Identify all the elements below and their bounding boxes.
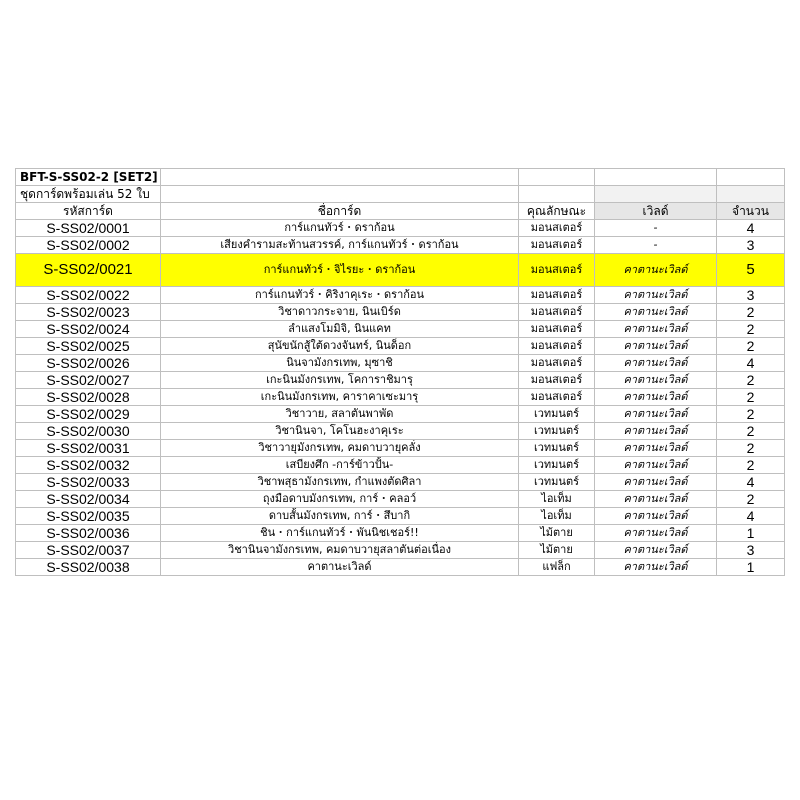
- header-row: [16, 203, 785, 220]
- card-world-cell[interactable]: คาตานะเวิลด์: [595, 525, 717, 542]
- card-world-cell[interactable]: คาตานะเวิลด์: [595, 287, 717, 304]
- table-row: [16, 406, 785, 423]
- card-code-cell[interactable]: S-SS02/0002: [16, 237, 161, 254]
- card-type-cell[interactable]: เวทมนตร์: [519, 423, 595, 440]
- card-qty-cell[interactable]: 2: [717, 406, 785, 423]
- card-name-cell[interactable]: เสียงคำรามสะท้านสวรรค์, การ์แกนทัวร์・ดราก้อน: [161, 237, 519, 254]
- card-name-cell[interactable]: วิชาดาวกระจาย, นินเบิร์ด: [161, 304, 519, 321]
- card-qty-cell[interactable]: 4: [717, 355, 785, 372]
- card-name-cell[interactable]: สุนัขนักสู้ใต้ดวงจันทร์, นินด็อก: [161, 338, 519, 355]
- table-row: [16, 372, 785, 389]
- card-world-cell[interactable]: คาตานะเวิลด์: [595, 355, 717, 372]
- card-qty-cell[interactable]: 3: [717, 542, 785, 559]
- card-world-cell[interactable]: คาตานะเวิลด์: [595, 372, 717, 389]
- table-row: [16, 542, 785, 559]
- table-row: [16, 287, 785, 304]
- card-name-cell[interactable]: การ์แกนทัวร์・ดราก้อน: [161, 220, 519, 237]
- card-name-cell[interactable]: การ์แกนทัวร์・จิไรยะ・ดราก้อน: [161, 254, 519, 287]
- empty-cell[interactable]: [717, 169, 785, 186]
- deck-description[interactable]: ชุดการ์ดพร้อมเล่น 52 ใบ: [16, 186, 161, 203]
- card-code-cell[interactable]: S-SS02/0031: [16, 440, 161, 457]
- card-code-cell[interactable]: S-SS02/0028: [16, 389, 161, 406]
- header-world[interactable]: เวิลด์: [595, 203, 717, 220]
- card-code-cell[interactable]: S-SS02/0035: [16, 508, 161, 525]
- header-type[interactable]: คุณลักษณะ: [519, 203, 595, 220]
- card-qty-cell[interactable]: 5: [717, 254, 785, 287]
- card-code-cell[interactable]: S-SS02/0033: [16, 474, 161, 491]
- card-code-cell[interactable]: S-SS02/0036: [16, 525, 161, 542]
- card-world-cell[interactable]: คาตานะเวิลด์: [595, 457, 717, 474]
- table-row: [16, 321, 785, 338]
- card-world-cell[interactable]: คาตานะเวิลด์: [595, 508, 717, 525]
- card-qty-cell[interactable]: 2: [717, 338, 785, 355]
- title-row: [16, 169, 785, 186]
- table-row: [16, 254, 785, 287]
- card-name-cell[interactable]: เสบียงศึก -การ์ข้าวปั้น-: [161, 457, 519, 474]
- card-qty-cell[interactable]: 2: [717, 389, 785, 406]
- table-row: [16, 559, 785, 576]
- card-qty-cell[interactable]: 2: [717, 440, 785, 457]
- table-row: [16, 440, 785, 457]
- card-code-cell[interactable]: S-SS02/0023: [16, 304, 161, 321]
- card-code-cell[interactable]: S-SS02/0001: [16, 220, 161, 237]
- table-row: [16, 220, 785, 237]
- header-name[interactable]: ชื่อการ์ด: [161, 203, 519, 220]
- card-type-cell[interactable]: มอนสเตอร์: [519, 254, 595, 287]
- card-qty-cell[interactable]: 3: [717, 237, 785, 254]
- card-code-cell[interactable]: S-SS02/0029: [16, 406, 161, 423]
- deck-code-title[interactable]: BFT-S-SS02-2 [SET2]: [16, 169, 161, 186]
- card-type-cell[interactable]: มอนสเตอร์: [519, 237, 595, 254]
- card-name-cell[interactable]: ถุงมือดาบมังกรเทพ, การ์・คลอว์: [161, 491, 519, 508]
- card-world-cell[interactable]: คาตานะเวิลด์: [595, 304, 717, 321]
- card-qty-cell[interactable]: 3: [717, 287, 785, 304]
- card-code-cell[interactable]: S-SS02/0027: [16, 372, 161, 389]
- card-code-cell[interactable]: S-SS02/0032: [16, 457, 161, 474]
- card-name-cell[interactable]: นินจามังกรเทพ, มุซาชิ: [161, 355, 519, 372]
- card-type-cell[interactable]: ไอเท็ม: [519, 508, 595, 525]
- card-world-cell[interactable]: คาตานะเวิลด์: [595, 559, 717, 576]
- table-row: [16, 389, 785, 406]
- card-type-cell[interactable]: เวทมนตร์: [519, 457, 595, 474]
- card-name-cell[interactable]: วิชาวาย, สลาตันพาพัด: [161, 406, 519, 423]
- card-qty-cell[interactable]: 2: [717, 372, 785, 389]
- card-world-cell[interactable]: คาตานะเวิลด์: [595, 338, 717, 355]
- card-code-cell[interactable]: S-SS02/0030: [16, 423, 161, 440]
- empty-cell[interactable]: [519, 169, 595, 186]
- card-name-cell[interactable]: ดาบสั้นมังกรเทพ, การ์・สึบากิ: [161, 508, 519, 525]
- card-type-cell[interactable]: มอนสเตอร์: [519, 372, 595, 389]
- card-world-cell[interactable]: -: [595, 237, 717, 254]
- card-name-cell[interactable]: การ์แกนทัวร์・คิริงาคุเระ・ดราก้อน: [161, 287, 519, 304]
- card-world-cell[interactable]: คาตานะเวิลด์: [595, 491, 717, 508]
- empty-cell[interactable]: [161, 169, 519, 186]
- card-qty-cell[interactable]: 2: [717, 423, 785, 440]
- card-name-cell[interactable]: คาตานะเวิลด์: [161, 559, 519, 576]
- empty-cell[interactable]: [717, 186, 785, 203]
- table-row: [16, 237, 785, 254]
- table-row: [16, 474, 785, 491]
- card-list-sheet: [15, 168, 785, 576]
- card-type-cell[interactable]: ไอเท็ม: [519, 491, 595, 508]
- card-type-cell[interactable]: มอนสเตอร์: [519, 287, 595, 304]
- card-code-cell[interactable]: S-SS02/0021: [16, 254, 161, 287]
- card-type-cell[interactable]: เวทมนตร์: [519, 440, 595, 457]
- card-qty-cell[interactable]: 2: [717, 457, 785, 474]
- card-type-cell[interactable]: ไม้ตาย: [519, 525, 595, 542]
- card-type-cell[interactable]: มอนสเตอร์: [519, 321, 595, 338]
- card-code-cell[interactable]: S-SS02/0026: [16, 355, 161, 372]
- card-code-cell[interactable]: S-SS02/0034: [16, 491, 161, 508]
- card-qty-cell[interactable]: 2: [717, 304, 785, 321]
- card-qty-cell[interactable]: 4: [717, 220, 785, 237]
- card-type-cell[interactable]: มอนสเตอร์: [519, 304, 595, 321]
- header-code[interactable]: รหัสการ์ด: [16, 203, 161, 220]
- table-row: [16, 338, 785, 355]
- card-world-cell[interactable]: คาตานะเวิลด์: [595, 406, 717, 423]
- card-world-cell[interactable]: คาตานะเวิลด์: [595, 254, 717, 287]
- card-name-cell[interactable]: ชิน・การ์แกนทัวร์・พันนิชเชอร์!!: [161, 525, 519, 542]
- card-type-cell[interactable]: เวทมนตร์: [519, 474, 595, 491]
- card-code-cell[interactable]: S-SS02/0037: [16, 542, 161, 559]
- subtitle-row: [16, 186, 785, 203]
- card-qty-cell[interactable]: 4: [717, 508, 785, 525]
- card-name-cell[interactable]: วิชานินจามังกรเทพ, คมดาบวายุสลาตันต่อเนื่อง: [161, 542, 519, 559]
- card-qty-cell[interactable]: 1: [717, 559, 785, 576]
- card-name-cell[interactable]: วิชานินจา, โคโนฮะงาคุเระ: [161, 423, 519, 440]
- table-row: [16, 508, 785, 525]
- card-code-cell[interactable]: S-SS02/0022: [16, 287, 161, 304]
- card-world-cell[interactable]: คาตานะเวิลด์: [595, 474, 717, 491]
- card-qty-cell[interactable]: 2: [717, 321, 785, 338]
- card-code-cell[interactable]: S-SS02/0038: [16, 559, 161, 576]
- card-qty-cell[interactable]: 2: [717, 491, 785, 508]
- card-type-cell[interactable]: มอนสเตอร์: [519, 220, 595, 237]
- card-name-cell[interactable]: เกะนินมังกรเทพ, คาราคาเซะมารุ: [161, 389, 519, 406]
- card-type-cell[interactable]: เวทมนตร์: [519, 406, 595, 423]
- card-type-cell[interactable]: มอนสเตอร์: [519, 338, 595, 355]
- empty-cell[interactable]: [595, 169, 717, 186]
- card-type-cell[interactable]: ไม้ตาย: [519, 542, 595, 559]
- card-world-cell[interactable]: คาตานะเวิลด์: [595, 542, 717, 559]
- card-qty-cell[interactable]: 4: [717, 474, 785, 491]
- table-row: [16, 525, 785, 542]
- card-name-cell[interactable]: วิชาวายุมังกรเทพ, คมดาบวายุคลั่ง: [161, 440, 519, 457]
- card-world-cell[interactable]: คาตานะเวิลด์: [595, 440, 717, 457]
- table-row: [16, 457, 785, 474]
- sheet-body: [16, 169, 785, 576]
- table-row: [16, 423, 785, 440]
- card-name-cell[interactable]: เกะนินมังกรเทพ, โคการาชิมารุ: [161, 372, 519, 389]
- empty-cell[interactable]: [595, 186, 717, 203]
- card-qty-cell[interactable]: 1: [717, 525, 785, 542]
- table-row: [16, 304, 785, 321]
- card-world-cell[interactable]: -: [595, 220, 717, 237]
- card-name-cell[interactable]: วิชาพสุธามังกรเทพ, กำแพงตัดศิลา: [161, 474, 519, 491]
- header-qty[interactable]: จำนวน: [717, 203, 785, 220]
- empty-cell[interactable]: [161, 186, 519, 203]
- card-world-cell[interactable]: คาตานะเวิลด์: [595, 423, 717, 440]
- card-code-cell[interactable]: S-SS02/0024: [16, 321, 161, 338]
- card-world-cell[interactable]: คาตานะเวิลด์: [595, 321, 717, 338]
- table-row: [16, 491, 785, 508]
- card-type-cell[interactable]: แฟล็ก: [519, 559, 595, 576]
- table-row: [16, 355, 785, 372]
- card-name-cell[interactable]: ลำแสงโมมิจิ, นินแคท: [161, 321, 519, 338]
- empty-cell[interactable]: [519, 186, 595, 203]
- card-type-cell[interactable]: มอนสเตอร์: [519, 355, 595, 372]
- card-type-cell[interactable]: มอนสเตอร์: [519, 389, 595, 406]
- card-code-cell[interactable]: S-SS02/0025: [16, 338, 161, 355]
- card-world-cell[interactable]: คาตานะเวิลด์: [595, 389, 717, 406]
